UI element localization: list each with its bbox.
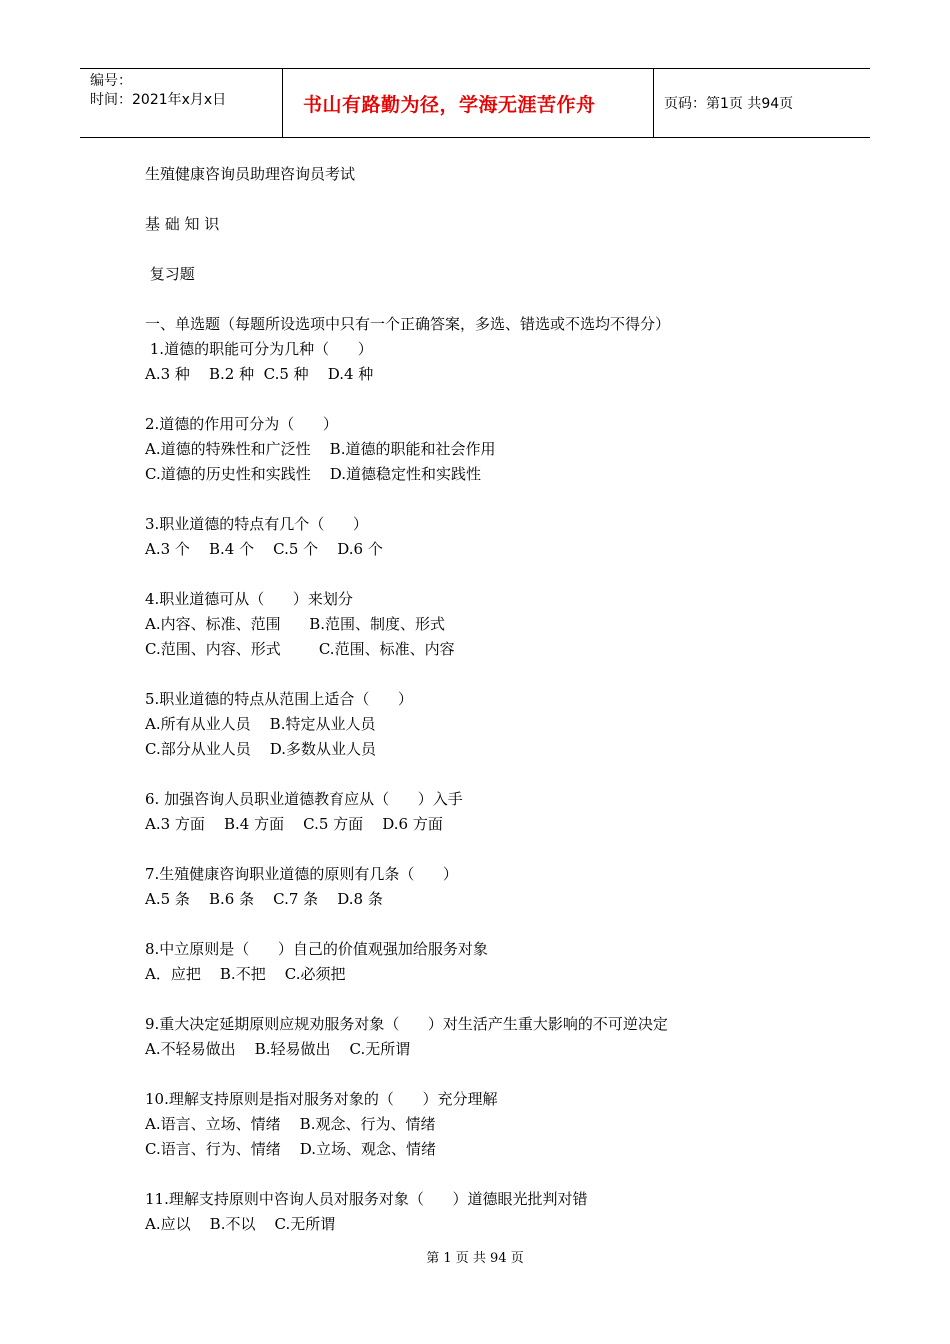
question-options: C.语言、行为、情绪 D.立场、观念、情绪: [145, 1140, 437, 1158]
question-list: [145, 337, 785, 1237]
header-number: 编号：: [90, 73, 132, 89]
question-text: 3.职业道德的特点有几个（ ）: [145, 515, 368, 533]
question-options: A.3 种 B.2 种 C.5 种 D.4 种: [145, 365, 374, 383]
question-text: 7.生殖健康咨询职业道德的原则有几条（ ）: [145, 865, 458, 883]
question-text: 10.理解支持原则是指对服务对象的（ ）充分理解: [145, 1090, 498, 1108]
document-title: 生殖健康咨询员助理咨询员考试: [145, 165, 356, 183]
question-text: 2.道德的作用可分为（ ）: [145, 415, 338, 433]
question-options: A.语言、立场、情绪 B.观念、行为、情绪: [145, 1115, 436, 1133]
question-text: 5.职业道德的特点从范围上适合（ ）: [145, 690, 413, 708]
question-options: A.5 条 B.6 条 C.7 条 D.8 条: [145, 890, 383, 908]
question-options: A.内容、标准、范围 B.范围、制度、形式: [145, 615, 446, 633]
question-options: C.部分从业人员 D.多数从业人员: [145, 740, 377, 758]
question-options: A．应把 B.不把 C.必须把: [145, 965, 346, 983]
question-options: A.所有从业人员 B.特定从业人员: [145, 715, 376, 733]
question-text: 8.中立原则是（ ）自己的价值观强加给服务对象: [145, 940, 488, 958]
footer-page-number: 第 1 页 共 94 页: [426, 1251, 524, 1266]
question-text: 4.职业道德可从（ ）来划分: [145, 590, 353, 608]
question-options: A.不轻易做出 B.轻易做出 C.无所谓: [145, 1040, 411, 1058]
question-text: 1.道德的职能可分为几种（ ）: [145, 340, 373, 358]
header-page-label: 页码：第1页 共94页: [664, 96, 794, 112]
question-options: A.应以 B.不以 C.无所谓: [145, 1215, 336, 1233]
question-text: 11.理解支持原则中咨询人员对服务对象（ ）道德眼光批判对错: [145, 1190, 588, 1208]
header-page-cell: [654, 69, 870, 137]
question-options: A.3 方面 B.4 方面 C.5 方面 D.6 方面: [145, 815, 443, 833]
header-table: [80, 68, 870, 138]
question-options: A.道德的特殊性和广泛性 B.道德的职能和社会作用: [145, 440, 496, 458]
document-instruction: 一、单选题（每题所设选项中只有一个正确答案，多选、错选或不选均不得分）: [145, 315, 671, 333]
header-meta: [80, 69, 282, 137]
document-section: 复习题: [145, 265, 195, 283]
document-subtitle: 基 础 知 识: [145, 215, 220, 233]
question-text: 9.重大决定延期原则应规劝服务对象（ ）对生活产生重大影响的不可逆决定: [145, 1015, 668, 1033]
header-motto-cell: [282, 69, 654, 137]
question-options: A.3 个 B.4 个 C.5 个 D.6 个: [145, 540, 383, 558]
header-time: 时间：2021年x月x日: [90, 92, 227, 108]
page-footer: [0, 1247, 950, 1266]
question-text: 6. 加强咨询人员职业道德教育应从（ ）入手: [145, 790, 463, 808]
document-body: [145, 162, 785, 1237]
header-motto: 书山有路勤为径，学海无涯苦作舟: [303, 93, 596, 116]
question-options: C.范围、内容、形式 C.范围、标准、内容: [145, 640, 455, 658]
question-options: C.道德的历史性和实践性 D.道德稳定性和实践性: [145, 465, 482, 483]
